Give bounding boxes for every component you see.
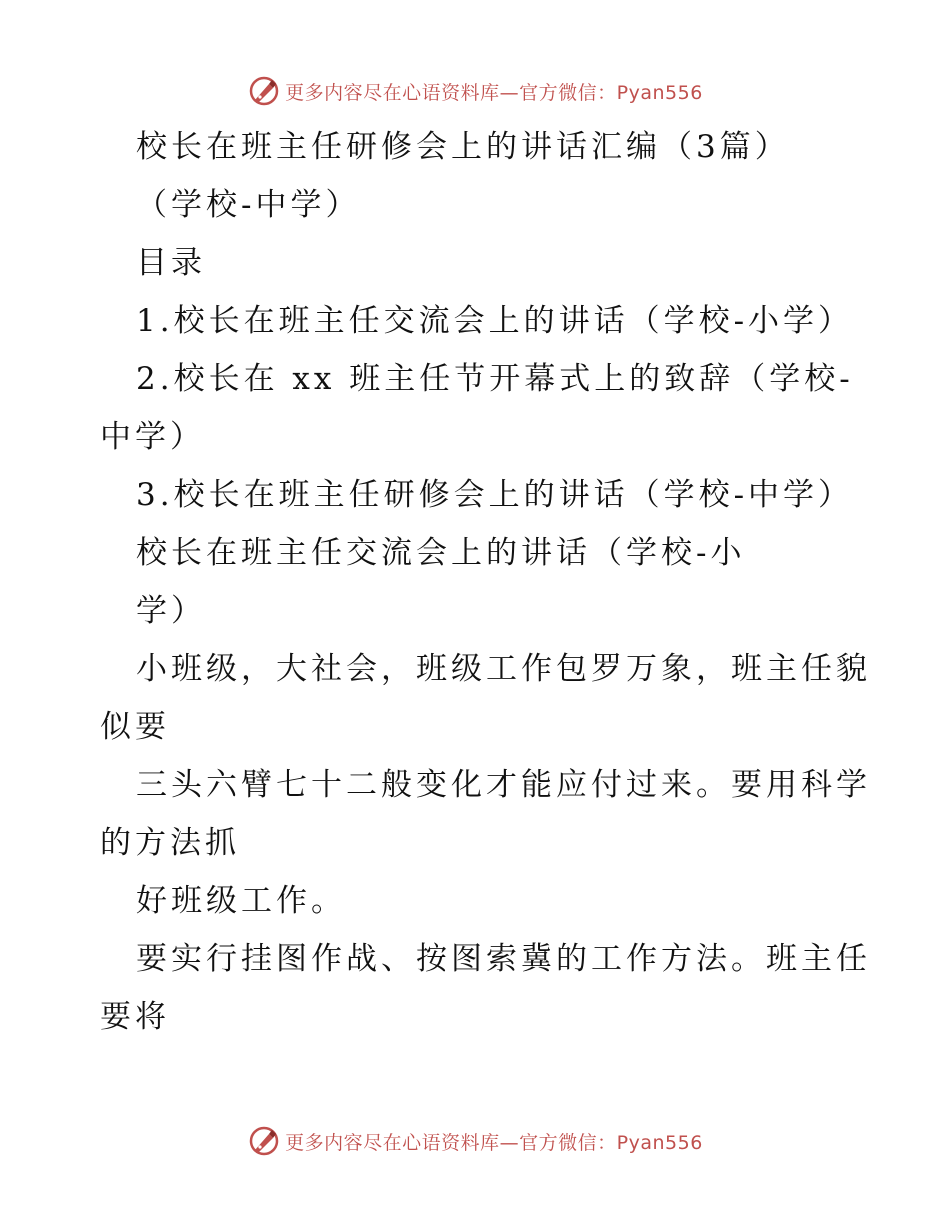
document-body <box>0 118 950 1046</box>
paragraph-line: 的方法抓 <box>100 825 240 861</box>
toc-heading: 目录 <box>136 245 206 281</box>
doc-title: 校长在班主任研修会上的讲话汇编（3篇） <box>136 129 790 165</box>
paragraph-line: 小班级，大社会，班级工作包罗万象，班主任貌 <box>136 651 871 687</box>
pen-logo-icon <box>247 1124 281 1158</box>
pen-logo-icon <box>247 74 281 108</box>
paragraph-line: 要将 <box>100 999 170 1035</box>
header-watermark <box>0 71 950 111</box>
footer-watermark <box>0 1121 950 1161</box>
toc-item-1: 1.校长在班主任交流会上的讲话（学校-小学） <box>136 303 854 339</box>
toc-item-2-cont: 中学） <box>100 419 205 455</box>
watermark-text: 更多内容尽在心语资料库—官方微信：Pyan556 <box>285 81 703 104</box>
paragraph-line: 要实行挂图作战、按图索冀的工作方法。班主任 <box>136 941 871 977</box>
paragraph-line: 三头六臂七十二般变化才能应付过来。要用科学 <box>136 767 871 803</box>
toc-item-3: 3.校长在班主任研修会上的讲话（学校-中学） <box>136 477 854 513</box>
watermark-text: 更多内容尽在心语资料库—官方微信：Pyan556 <box>285 1131 703 1154</box>
doc-subtitle: （学校-中学） <box>136 187 361 223</box>
toc-item-2: 2.校长在 xx 班主任节开幕式上的致辞（学校- <box>136 361 854 397</box>
section-heading: 校长在班主任交流会上的讲话（学校-小 <box>136 535 746 571</box>
paragraph-line: 好班级工作。 <box>136 883 346 919</box>
section-heading-cont: 学） <box>136 593 206 629</box>
paragraph-line: 似要 <box>100 709 170 745</box>
